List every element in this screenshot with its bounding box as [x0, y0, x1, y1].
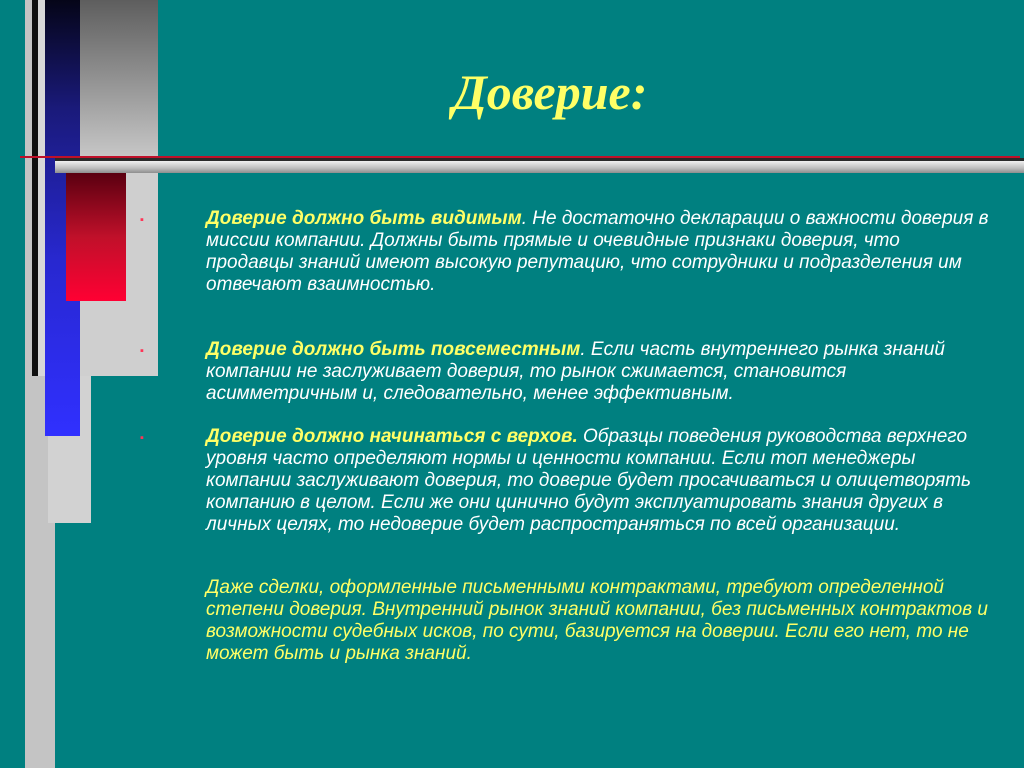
- decorative-dark-strip: [32, 0, 38, 376]
- bullet-text: Образцы поведения руководства верхнего уровня часто определяют нормы и ценности компании. Если топ менеджеры компании заслуживают доверия, то доверие будет просачиваться и олицетворять компанию в целом. Если же они цинично будут эксплуатировать знания других в личных целях, то недоверие будет распространяться по всей организации.: [206, 426, 972, 535]
- closing-paragraph: Даже сделки, оформленные письменными контрактами, требуют определенной степени доверия. Внутренний рынок знаний компании, без письменных контрактов и возможности судебных исков, по сути, базируется на доверии. Если его нет, то не может быть и рынка знаний.: [206, 577, 988, 664]
- bullet-item-pervasive-trust: [140, 339, 991, 405]
- slide-title: Доверие:: [452, 64, 648, 120]
- decorative-red-block: [66, 173, 126, 301]
- bullet-lead: Доверие должно быть видимым: [206, 208, 522, 229]
- bullet-item-top-down-trust: [140, 426, 991, 536]
- title-rule-gray: [55, 161, 1024, 173]
- bullet-lead: Доверие должно быть повсеместным: [206, 339, 581, 360]
- bullet-text: . Если часть внутреннего рынка знаний компании не заслуживает доверия, то рынок сжимается, становится асимметричным и, следовательно, менее эффективным.: [206, 339, 945, 404]
- bullet-lead: Доверие должно начинаться с верхов.: [206, 426, 578, 447]
- bullet-icon: ▪: [140, 345, 144, 357]
- bullet-icon: ▪: [140, 432, 144, 444]
- bullet-icon: ▪: [140, 214, 144, 226]
- bullet-item-visible-trust: [140, 208, 991, 296]
- bullet-text: . Не достаточно декларации о важности доверия в миссии компании. Должны быть прямые и очевидные признаки доверия, что продавцы знаний имеют высокую репутацию, что сотрудники и подразделения им отвечают взаимностью.: [206, 208, 989, 295]
